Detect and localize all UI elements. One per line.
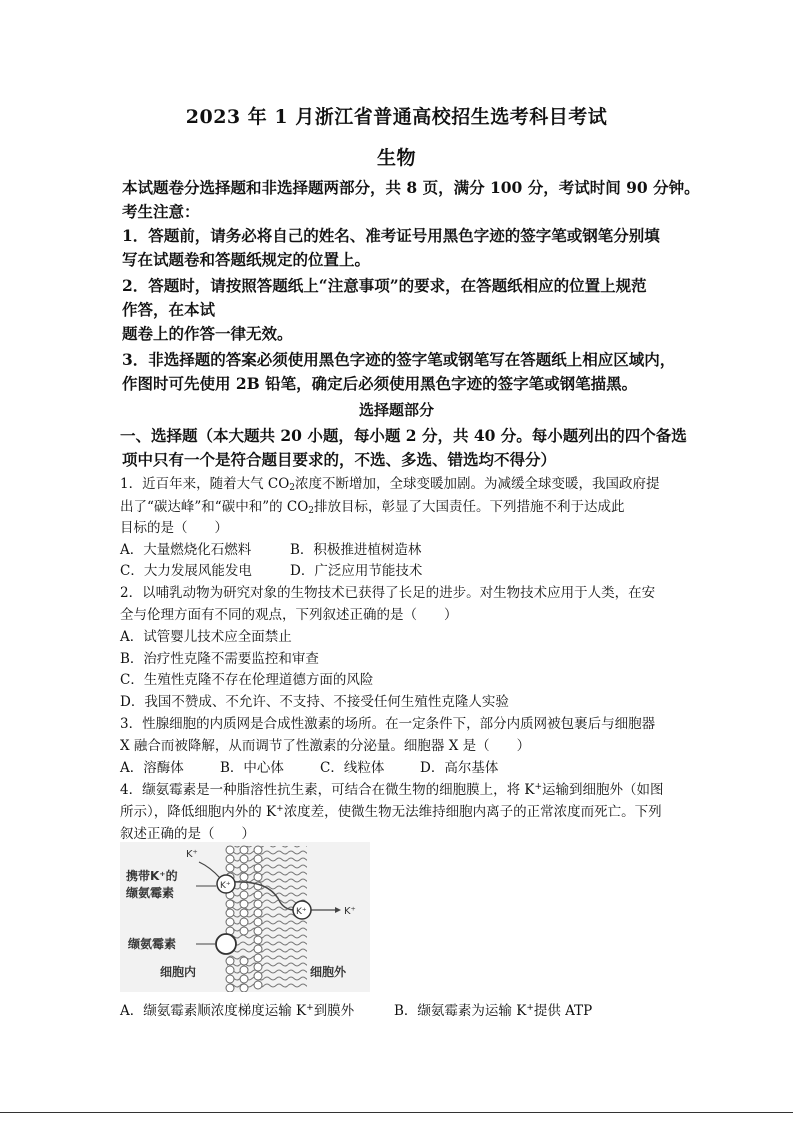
membrane-figure <box>120 842 370 992</box>
label-cell-inside: 细胞内 <box>160 965 197 979</box>
q3-option-a: A．溶酶体 <box>120 760 184 776</box>
q1-option-d: D．广泛应用节能技术 <box>290 563 423 579</box>
k-ion-mid-label: K⁺ <box>296 907 307 917</box>
notice-3-line-1: 3．非选择题的答案必须使用黑色字迹的签字笔或钢笔写在答题纸上相应区域内， <box>122 350 676 369</box>
intro-line: 本试题卷分选择题和非选择题两部分，共 8 页，满分 100 分，考试时间 90 分钟。 <box>122 178 700 197</box>
exam-title: 2023 年 1 月浙江省普通高校招生选考科目考试 <box>185 106 608 128</box>
q2-option-c: C．生殖性克隆不存在伦理道德方面的风险 <box>120 672 374 688</box>
label-cell-outside: 细胞外 <box>310 965 347 979</box>
q1-stem-line-3: 目标的是（ ） <box>120 520 228 536</box>
notice-heading: 考生注意： <box>122 202 200 221</box>
valinomycin-carrier-empty <box>216 934 236 954</box>
notice-2-line-3: 题卷上的作答一律无效。 <box>122 324 293 343</box>
q1-stem-line-2: 出了“碳达峰”和“碳中和”的 $CO_2$排放目标，彰显了大国责任。下列措施不利于达成此 <box>120 499 625 516</box>
q2-option-d: D．我国不赞成、不允许、不支持、不接受任何生殖性克隆人实验 <box>120 694 509 710</box>
label-carrying-line-2: 缬氨霉素 <box>126 886 175 900</box>
notice-2-line-2: 作答，在本试 <box>122 300 216 319</box>
q1-option-c: C．大力发展风能发电 <box>120 563 252 579</box>
q4-option-a: A．缬氨霉素顺浓度梯度运输 K+到膜外 <box>120 1003 355 1019</box>
q4-stem-line-3: 叙述正确的是（ ） <box>120 826 255 842</box>
q3-stem-line-2: X 融合而被降解，从而调节了性激素的分泌量。细胞器 X 是（ ） <box>120 738 531 754</box>
part1-heading-line-2: 项中只有一个是符合题目要求的，不选、多选、错选均不得分） <box>122 450 557 469</box>
q1-stem-line-1: 1．近百年来，随着大气 $CO_2$浓度不断增加，全球变暖加剧。为减缓全球变暖，我国政府提 <box>120 476 660 493</box>
q2-stem-line-1: 2．以哺乳动物为研究对象的生物技术已获得了长足的进步。对生物技术应用于人类，在安 <box>120 585 656 601</box>
q3-stem-line-1: 3．性腺细胞的内质网是合成性激素的场所。在一定条件下，部分内质网被包裹后与细胞器 <box>120 716 656 732</box>
q1-option-a: A．大量燃烧化石燃料 <box>120 542 252 558</box>
label-valinomycin: 缬氨霉素 <box>128 937 177 951</box>
membrane-tails <box>227 846 307 988</box>
q1-option-b: B．积极推进植树造林 <box>290 542 422 558</box>
k-ion-inner-label: K⁺ <box>220 881 231 891</box>
section-title: 选择题部分 <box>358 401 434 419</box>
subject-title: 生物 <box>376 147 416 169</box>
q4-option-b: B．缬氨霉素为运输 K+提供 ATP <box>394 1003 593 1019</box>
q2-stem-line-2: 全与伦理方面有不同的观点，下列叙述正确的是（ ） <box>120 607 458 623</box>
q2-option-a: A．试管婴儿技术应全面禁止 <box>120 629 292 645</box>
notice-2-line-1: 2．答题时，请按照答题纸上“注意事项”的要求，在答题纸相应的位置上规范 <box>122 276 647 295</box>
k-ion-out-label: K⁺ <box>344 906 356 917</box>
q4-stem-line-2: 所示），降低细胞内外的 K+浓度差，使微生物无法维持细胞内离子的正常浓度而死亡。下列 <box>120 804 662 820</box>
q3-option-b: B．中心体 <box>220 760 284 776</box>
notice-1-line-1: 1．答题前，请务必将自己的姓名、准考证号用黑色字迹的签字笔或钢笔分别填 <box>122 226 660 245</box>
q2-option-b: B．治疗性克隆不需要监控和审查 <box>120 651 319 667</box>
inner-heads <box>226 846 262 992</box>
q3-option-c: C．线粒体 <box>320 760 385 776</box>
part1-heading-line-1: 一、选择题（本大题共 20 小题，每小题 2 分，共 40 分。每小题列出的四个备选 <box>120 426 687 445</box>
q4-stem-line-1: 4．缬氨霉素是一种脂溶性抗生素，可结合在微生物的细胞膜上，将 K+运输到细胞外（如图 <box>120 782 664 798</box>
bottom-rule <box>0 1112 793 1113</box>
notice-1-line-2: 写在试题卷和答题纸规定的位置上。 <box>122 250 371 269</box>
label-carrying-line-1: 携带K⁺的 <box>126 869 178 883</box>
notice-3-line-2: 作图时可先使用 2B 铅笔，确定后必须使用黑色字迹的签字笔或钢笔描黑。 <box>122 374 638 393</box>
q3-option-d: D．高尔基体 <box>420 760 499 776</box>
k-ion-top-label: K⁺ <box>186 849 198 860</box>
